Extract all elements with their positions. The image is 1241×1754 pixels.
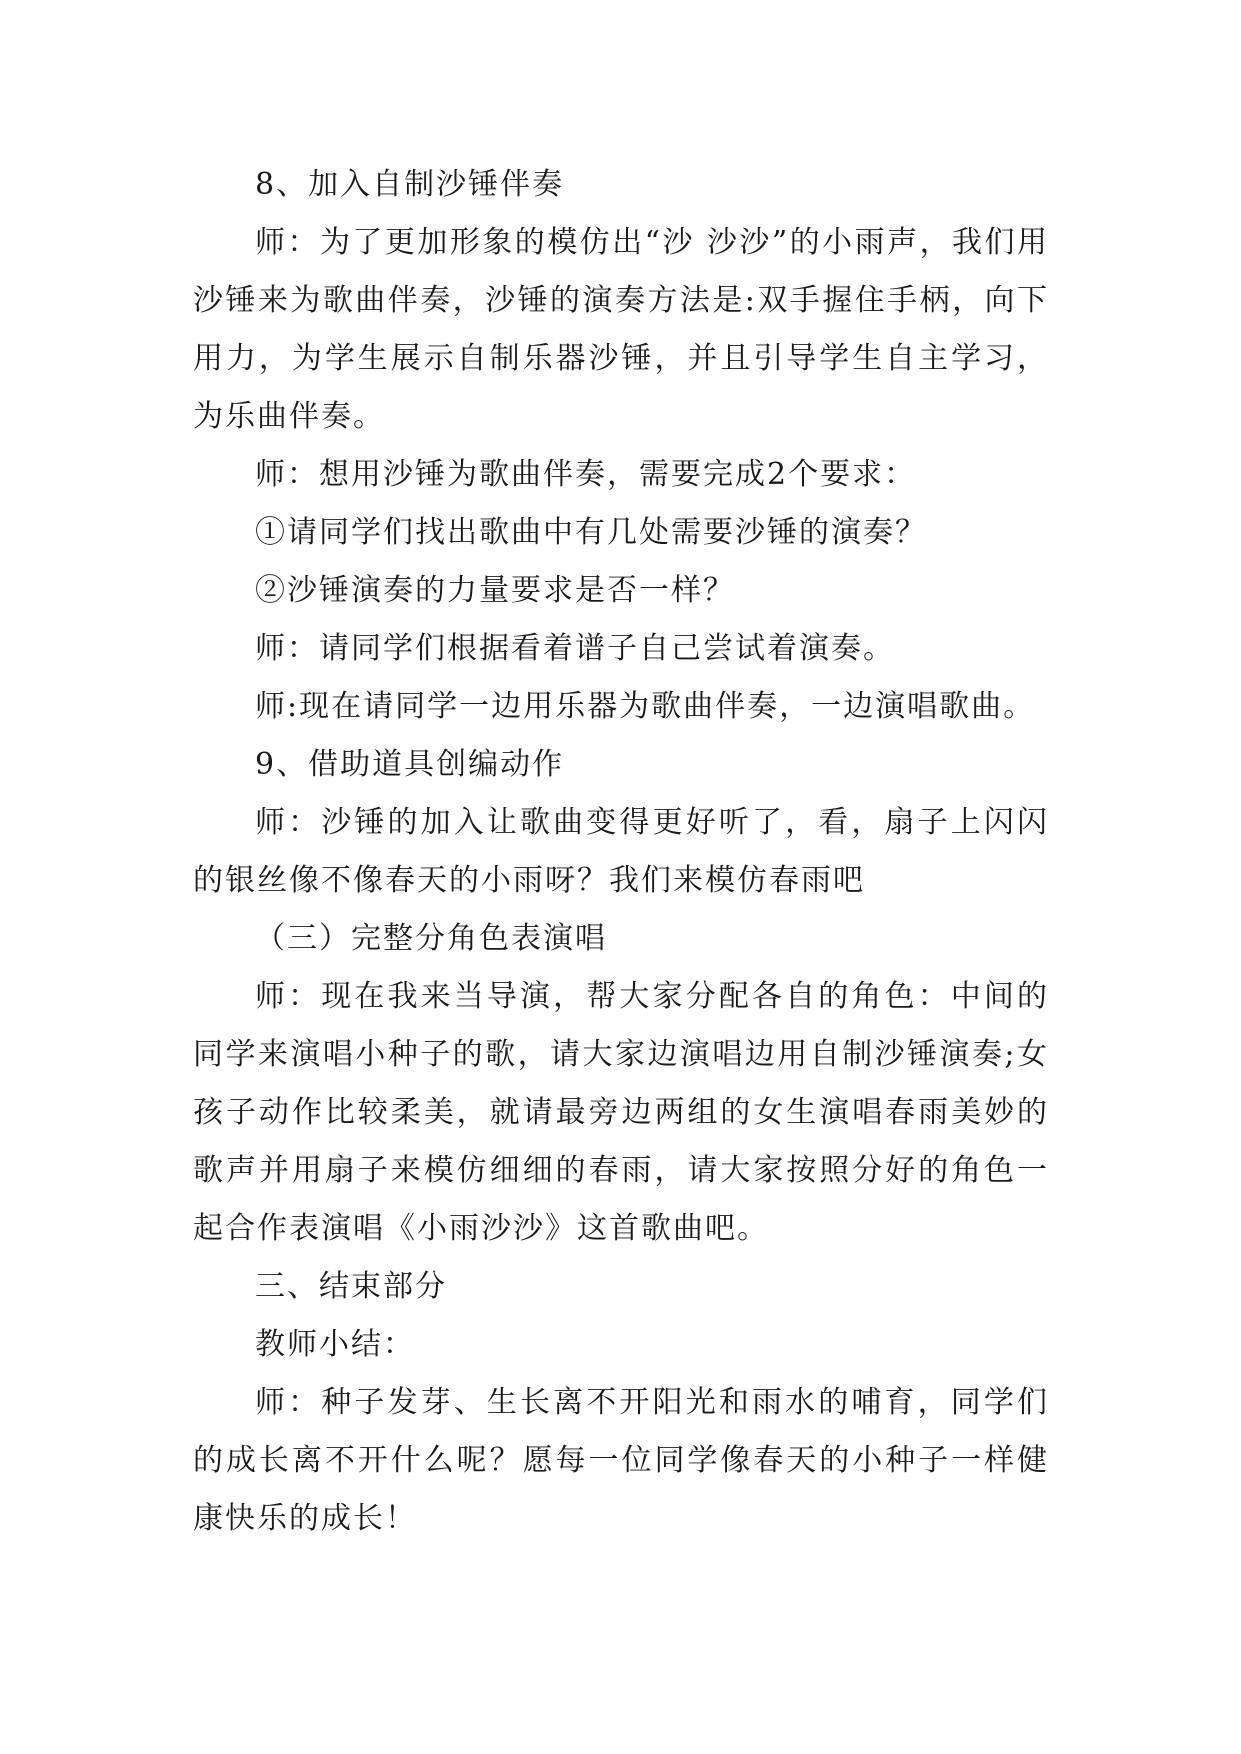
paragraph-roles: 师：现在我来当导演，帮大家分配各自的角色：中间的同学来演唱小种子的歌，请大家边演唱边用自制沙锤演奏;女孩子动作比较柔美，就请最旁边两组的女生演唱春雨美妙的歌声并用扇子来模仿细细的春雨，请大家按照分好的角色一起合作表演唱《小雨沙沙》这首歌曲吧。	[193, 979, 1049, 1246]
paragraph-fan-rain: 师：沙锤的加入让歌曲变得更好听了，看，扇子上闪闪的银丝像不像春天的小雨呀？我们来模仿春雨吧	[193, 805, 1049, 898]
paragraph-play-and-sing: 师:现在请同学一边用乐器为歌曲伴奏，一边演唱歌曲。	[255, 689, 1036, 724]
section-heading-8: 8、加入自制沙锤伴奏	[255, 167, 565, 202]
section-heading-3: （三）完整分角色表演唱	[255, 921, 607, 956]
section-heading-ending: 三、结束部分	[255, 1269, 447, 1304]
document-body	[193, 156, 1049, 1548]
paragraph-try-playing: 师：请同学们根据看着谱子自己尝试着演奏。	[255, 631, 895, 666]
requirement-item-1: ①请同学们找出歌曲中有几处需要沙锤的演奏？	[255, 515, 927, 550]
section-heading-9: 9、借助道具创编动作	[255, 747, 565, 782]
paragraph-closing: 师：种子发芽、生长离不开阳光和雨水的哺育，同学们的成长离不开什么呢？愿每一位同学像春天的小种子一样健康快乐的成长！	[193, 1385, 1049, 1536]
paragraph-shaker-intro: 师：为了更加形象的模仿出“沙 沙沙”的小雨声，我们用沙锤来为歌曲伴奏，沙锤的演奏方法是:双手握住手柄，向下用力，为学生展示自制乐器沙锤，并且引导学生自主学习，为乐曲伴奏。	[193, 225, 1049, 434]
requirement-item-2: ②沙锤演奏的力量要求是否一样？	[255, 573, 735, 608]
paragraph-requirements: 师：想用沙锤为歌曲伴奏，需要完成2个要求：	[255, 457, 917, 492]
paragraph-summary-label: 教师小结：	[255, 1327, 415, 1362]
